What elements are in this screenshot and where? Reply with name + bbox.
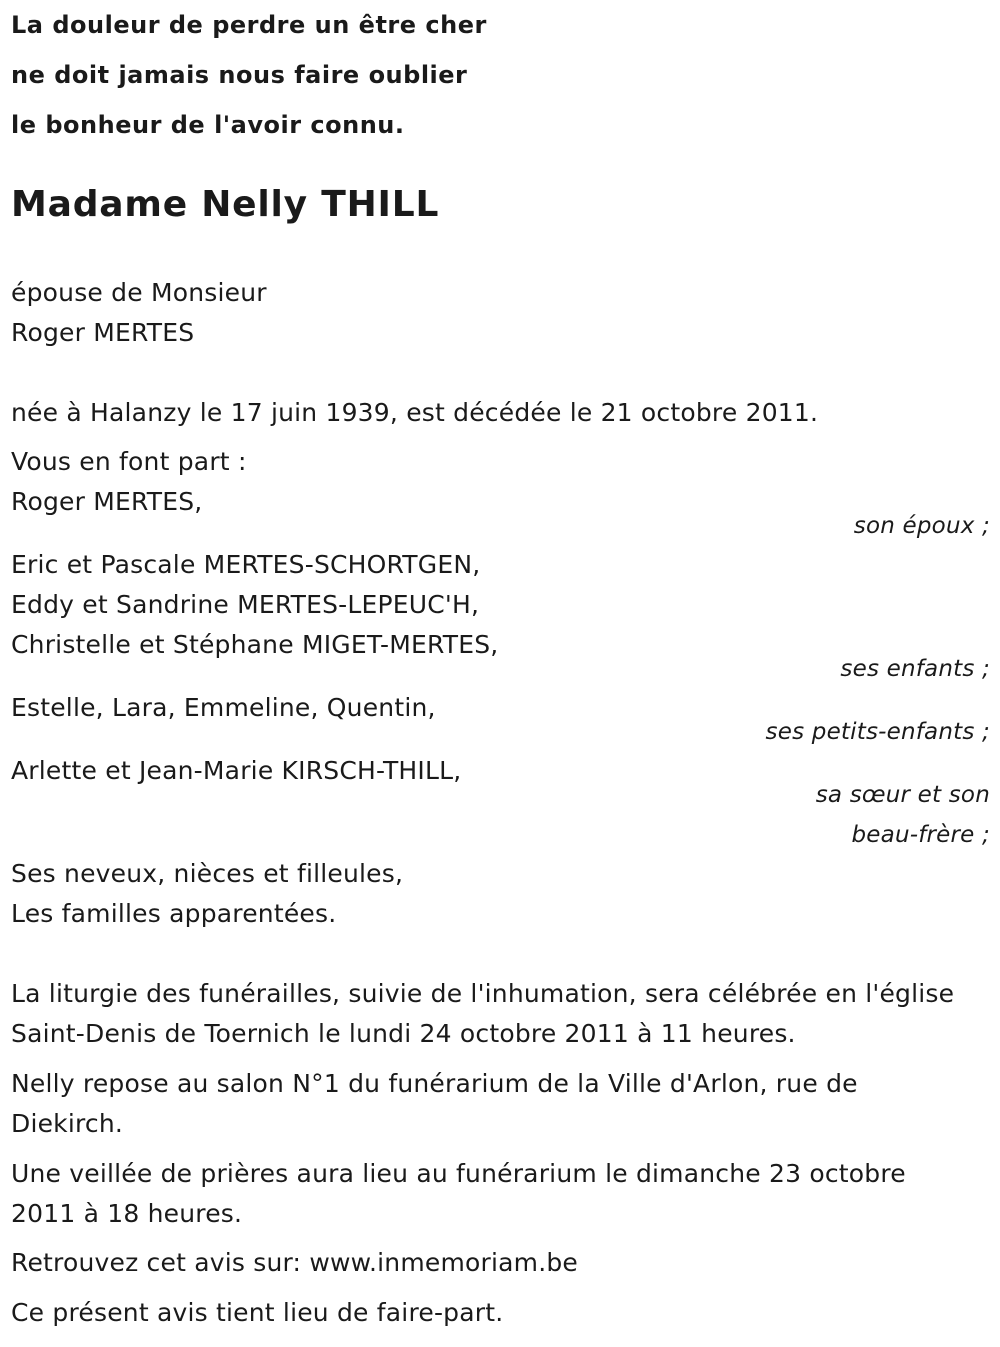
- family-child-2: Eddy et Sandrine MERTES-LEPEUC'H,: [11, 590, 480, 619]
- family-husband: Roger MERTES,: [11, 487, 203, 516]
- spouse-line-2: Roger MERTES: [11, 318, 195, 347]
- quote-line-3: le bonheur de l'avoir connu.: [11, 111, 405, 139]
- quote-line-1: La douleur de perdre un être cher: [11, 11, 487, 39]
- website-line: Retrouvez cet avis sur: www.inmemoriam.be: [11, 1248, 578, 1277]
- vigil-line-2: 2011 à 18 heures.: [11, 1199, 243, 1228]
- family-others-2: Les familles apparentées.: [11, 899, 337, 928]
- relation-husband: son époux ;: [853, 513, 990, 539]
- spouse-line-1: épouse de Monsieur: [11, 278, 267, 307]
- family-others-1: Ses neveux, nièces et filleules,: [11, 859, 404, 888]
- family-child-3: Christelle et Stéphane MIGET-MERTES,: [11, 630, 499, 659]
- relation-sister-line-2: beau-frère ;: [851, 822, 990, 848]
- family-child-1: Eric et Pascale MERTES-SCHORTGEN,: [11, 550, 481, 579]
- relation-grandchildren: ses petits-enfants ;: [765, 719, 990, 745]
- deceased-name: Madame Nelly THILL: [11, 184, 440, 225]
- relation-sister-line-1: sa sœur et son: [815, 782, 990, 808]
- repose-line-2: Diekirch.: [11, 1109, 124, 1138]
- vigil-line-1: Une veillée de prières aura lieu au funérarium le dimanche 23 octobre: [11, 1159, 906, 1188]
- family-grandchildren: Estelle, Lara, Emmeline, Quentin,: [11, 693, 436, 722]
- funeral-line-2: Saint-Denis de Toernich le lundi 24 octobre 2011 à 11 heures.: [11, 1019, 796, 1048]
- birth-death-line: née à Halanzy le 17 juin 1939, est décédée le 21 octobre 2011.: [11, 398, 819, 427]
- funeral-line-1: La liturgie des funérailles, suivie de l'inhumation, sera célébrée en l'église: [11, 979, 955, 1008]
- relation-children: ses enfants ;: [840, 656, 990, 682]
- closing-line: Ce présent avis tient lieu de faire-part.: [11, 1298, 504, 1327]
- announce-line: Vous en font part :: [11, 447, 247, 476]
- quote-line-2: ne doit jamais nous faire oublier: [11, 61, 468, 89]
- family-sister: Arlette et Jean-Marie KIRSCH-THILL,: [11, 756, 462, 785]
- repose-line-1: Nelly repose au salon N°1 du funérarium de la Ville d'Arlon, rue de: [11, 1069, 858, 1098]
